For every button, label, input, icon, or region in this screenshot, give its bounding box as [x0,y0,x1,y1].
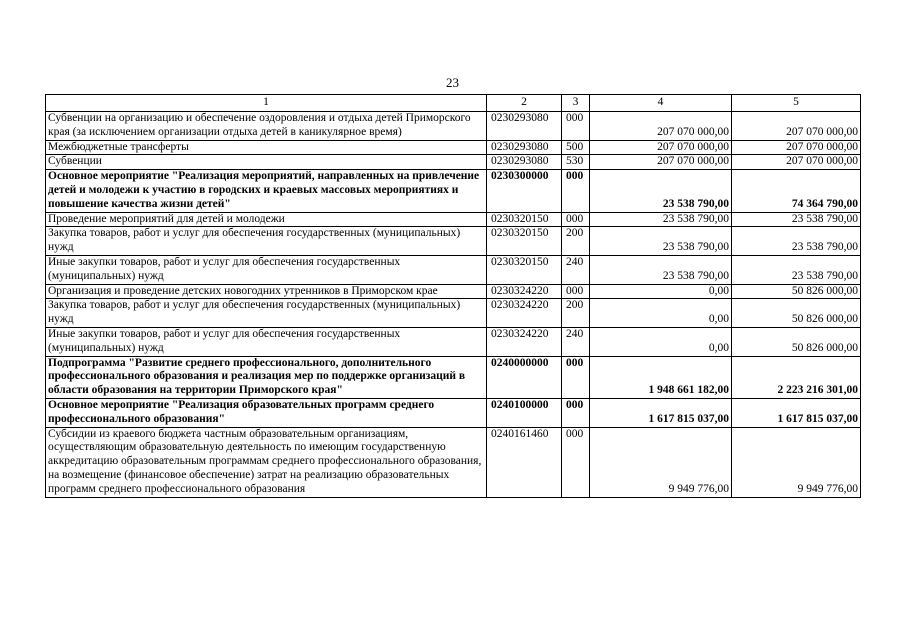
table-row [46,212,861,227]
row-code-cell: 0230293080 [487,140,562,155]
budget-table [45,94,861,498]
row-sum2-cell: 9 949 776,00 [732,427,861,497]
row-name-cell: Закупка товаров, работ и услуг для обеспечения государственных (муниципальных) нужд [46,299,487,328]
row-code-cell: 0230324220 [487,284,562,299]
row-vr-cell: 000 [562,284,590,299]
row-vr-cell: 000 [562,112,590,141]
row-code-cell: 0230300000 [487,170,562,212]
row-sum1-cell: 207 070 000,00 [590,155,732,170]
row-vr-cell: 000 [562,212,590,227]
row-sum2-cell: 23 538 790,00 [732,227,861,256]
row-name-cell: Иные закупки товаров, работ и услуг для обеспечения государственных (муниципальных) нужд [46,255,487,284]
row-sum1-cell: 1 948 661 182,00 [590,356,732,398]
row-sum2-cell: 23 538 790,00 [732,255,861,284]
row-name-cell: Основное мероприятие "Реализация образовательных программ среднего профессионального образования" [46,398,487,427]
row-sum1-cell: 23 538 790,00 [590,212,732,227]
row-code-cell: 0230293080 [487,155,562,170]
row-sum2-cell: 2 223 216 301,00 [732,356,861,398]
row-code-cell: 0230293080 [487,112,562,141]
table-row [46,227,861,256]
row-sum2-cell: 50 826 000,00 [732,299,861,328]
row-sum2-cell: 1 617 815 037,00 [732,398,861,427]
row-name-cell: Основное мероприятие "Реализация мероприятий, направленных на привлечение детей и молодежи к участию в городских и краевых массовых мероприятиях и повышение качества жизни детей" [46,170,487,212]
row-vr-cell: 240 [562,255,590,284]
row-code-cell: 0240161460 [487,427,562,497]
row-vr-cell: 240 [562,327,590,356]
row-sum1-cell: 207 070 000,00 [590,140,732,155]
row-sum1-cell: 1 617 815 037,00 [590,398,732,427]
row-sum2-cell: 50 826 000,00 [732,284,861,299]
page-number: 23 [446,75,459,90]
row-name-cell: Проведение мероприятий для детей и молодежи [46,212,487,227]
row-name-cell: Субвенции [46,155,487,170]
row-sum2-cell: 23 538 790,00 [732,212,861,227]
row-code-cell: 0230320150 [487,212,562,227]
row-code-cell: 0240100000 [487,398,562,427]
row-name-cell: Иные закупки товаров, работ и услуг для обеспечения государственных (муниципальных) нужд [46,327,487,356]
table-row [46,356,861,398]
row-vr-cell: 000 [562,398,590,427]
row-sum2-cell: 50 826 000,00 [732,327,861,356]
row-sum1-cell: 9 949 776,00 [590,427,732,497]
table-header-row [46,95,861,112]
row-code-cell: 0230324220 [487,299,562,328]
row-sum1-cell: 0,00 [590,327,732,356]
table-row [46,170,861,212]
row-name-cell: Закупка товаров, работ и услуг для обеспечения государственных (муниципальных) нужд [46,227,487,256]
row-sum2-cell: 207 070 000,00 [732,140,861,155]
row-sum1-cell: 0,00 [590,299,732,328]
row-vr-cell: 200 [562,299,590,328]
header-col-sum2: 5 [732,95,861,112]
row-name-cell: Подпрограмма "Развитие среднего профессионального, дополнительного профессионального образования и реализация мер по поддержке организаций в области образования на территории Приморского края" [46,356,487,398]
row-sum1-cell: 23 538 790,00 [590,227,732,256]
table-row [46,284,861,299]
row-vr-cell: 000 [562,427,590,497]
row-name-cell: Межбюджетные трансферты [46,140,487,155]
row-sum2-cell: 207 070 000,00 [732,155,861,170]
header-col-code: 2 [487,95,562,112]
row-sum1-cell: 0,00 [590,284,732,299]
row-name-cell: Организация и проведение детских новогодних утренников в Приморском крае [46,284,487,299]
row-code-cell: 0230324220 [487,327,562,356]
table-row [46,140,861,155]
row-vr-cell: 200 [562,227,590,256]
row-name-cell: Субсидии из краевого бюджета частным образовательным организациям, осуществляющим образовательную деятельность по имеющим государственную аккредитацию образовательным программам среднего профессионального образования, на возмещение (финансовое обеспечение) затрат на реализацию образовательных программ среднего профессионального образования [46,427,487,497]
row-sum2-cell: 207 070 000,00 [732,112,861,141]
table-row [46,398,861,427]
row-sum1-cell: 23 538 790,00 [590,170,732,212]
header-col-vr: 3 [562,95,590,112]
row-vr-cell: 000 [562,170,590,212]
row-sum1-cell: 207 070 000,00 [590,112,732,141]
table-row [46,327,861,356]
row-vr-cell: 000 [562,356,590,398]
header-col-sum1: 4 [590,95,732,112]
table-row [46,155,861,170]
table-row [46,255,861,284]
row-name-cell: Субвенции на организацию и обеспечение оздоровления и отдыха детей Приморского края (за исключением организации отдыха детей в каникулярное время) [46,112,487,141]
table-row [46,427,861,497]
row-sum1-cell: 23 538 790,00 [590,255,732,284]
table-row [46,112,861,141]
row-sum2-cell: 74 364 790,00 [732,170,861,212]
header-col-name: 1 [46,95,487,112]
table-row [46,299,861,328]
row-code-cell: 0240000000 [487,356,562,398]
row-vr-cell: 500 [562,140,590,155]
row-code-cell: 0230320150 [487,255,562,284]
row-code-cell: 0230320150 [487,227,562,256]
row-vr-cell: 530 [562,155,590,170]
